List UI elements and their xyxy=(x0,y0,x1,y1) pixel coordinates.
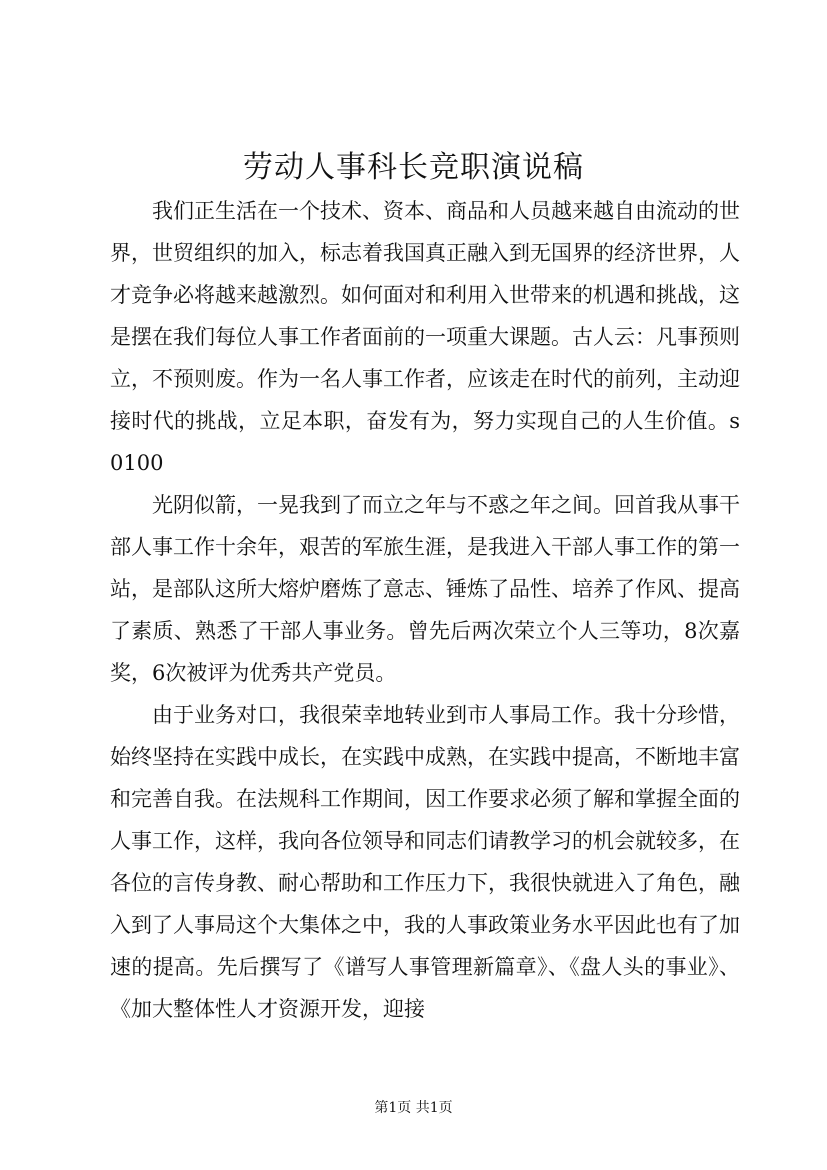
document-title: 劳动人事科长竞职演说稿 xyxy=(243,150,584,185)
page-footer: 第1页 共1页 xyxy=(374,1100,453,1116)
paragraph-1: 我们正生活在一个技术、资本、商品和人员越来越自由流动的世界，世贸组织的加入，标志着我国真正融入到无国界的经济世界，人才竞争必将越来越激烈。如何面对和利用入世带来的机遇和挑战，这是摆在我们每位人事工作者面前的一项重大课题。古人云：凡事预则立，不预则废。作为一名人事工作者，应该走在时代的前列，主动迎接时代的挑战，立足本职，奋发有为，努力实现自己的人生价值。s0100 xyxy=(110,199,740,475)
document-body xyxy=(110,190,740,1030)
paragraph-2: 光阴似箭，一晃我到了而立之年与不惑之年之间。回首我从事干部人事工作十余年，艰苦的军旅生涯，是我进入干部人事工作的第一站，是部队这所大熔炉磨炼了意志、锤炼了品性、培养了作风、提高了素质、熟悉了干部人事业务。曾先后两次荣立个人三等功，8次嘉奖，6次被评为优秀共产党员。 xyxy=(110,493,740,685)
paragraph-3: 由于业务对口，我很荣幸地转业到市人事局工作。我十分珍惜，始终坚持在实践中成长，在实践中成熟，在实践中提高，不断地丰富和完善自我。在法规科工作期间，因工作要求必须了解和掌握全面的人事工作，这样，我向各位领导和同志们请教学习的机会就较多，在各位的言传身教、耐心帮助和工作压力下，我很快就进入了角色，融入到了人事局这个大集体之中，我的人事政策业务水平因此也有了加速的提高。先后撰写了《谱写人事管理新篇章》、《盘人头的事业》、《加大整体性人才资源开发，迎接 xyxy=(110,703,740,1021)
